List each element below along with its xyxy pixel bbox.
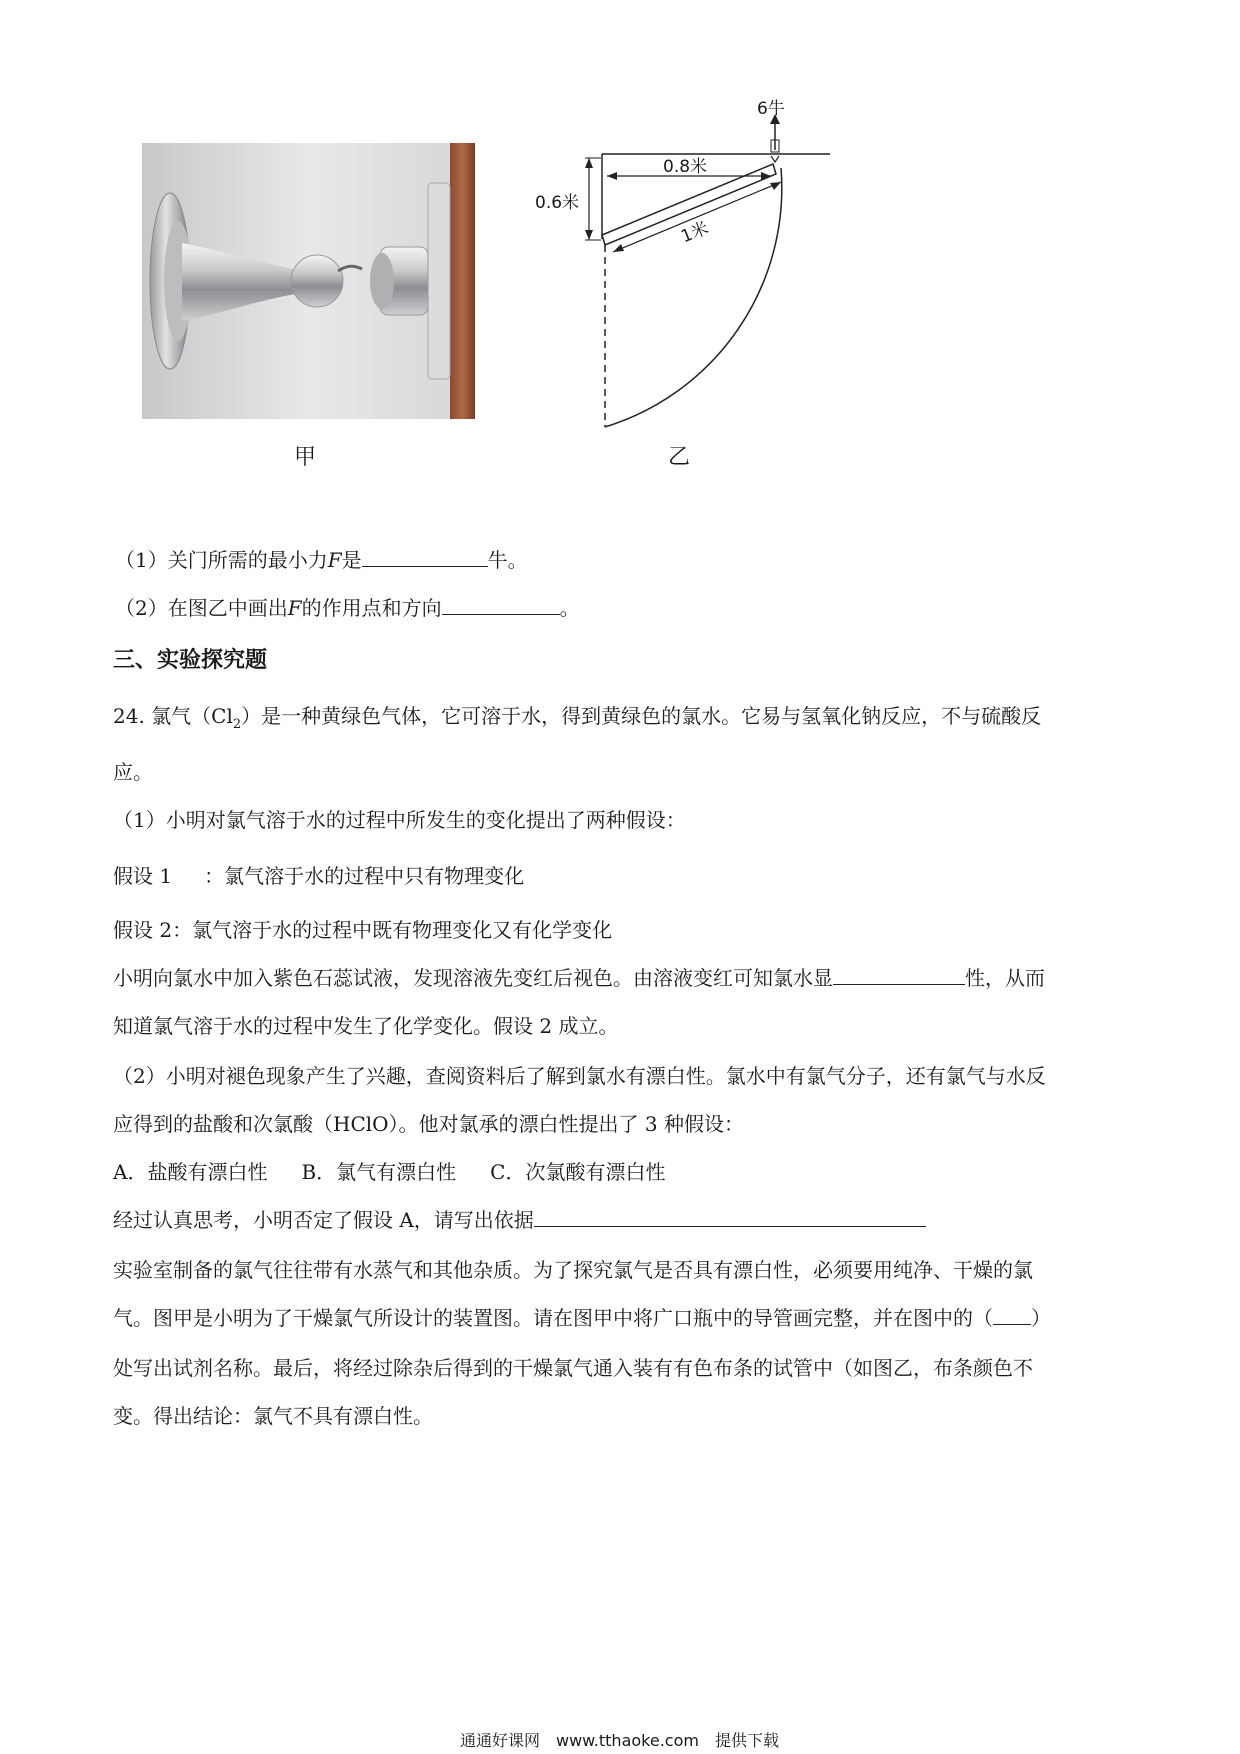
q23-part1-unit: 牛。 — [487, 548, 528, 572]
q24-intro-b: ）是一种黄绿色气体，它可溶于水，得到黄绿色的氯水。它易与氢氧化钠反应，不与硫酸反 — [241, 704, 1042, 728]
q23-part2-text: （2）在图乙中画出 — [115, 596, 288, 620]
option-b: B．氯气有漂白性 — [301, 1160, 457, 1184]
q24-intro — [113, 702, 1041, 739]
q24-hyp2: 假设 2：氯气溶于水的过程中既有物理变化又有化学变化 — [113, 918, 613, 942]
length-label: 1米 — [678, 218, 712, 248]
q23-part1 — [115, 546, 528, 574]
q24-p1: （1）小明对氯气溶于水的过程中所发生的变化提出了两种假设： — [113, 808, 686, 832]
width-label: 0.8米 — [663, 157, 708, 177]
q23-part2-end: 。 — [559, 596, 580, 620]
q24-intro-cont: 应。 — [113, 760, 153, 784]
q24-p3-c: ）。他对氯承的漂白性提出了 3 种假设： — [388, 1112, 744, 1136]
height-label: 0.6米 — [535, 193, 580, 213]
q23-part2-var: F — [287, 596, 302, 620]
q24-p4 — [113, 1206, 926, 1234]
q24-p3-cont — [113, 1110, 744, 1138]
q24-p5-b — [113, 1304, 1051, 1332]
q24-p5-d: 变。得出结论：氯气不具有漂白性。 — [113, 1404, 433, 1428]
q24-p4-blank[interactable] — [534, 1206, 926, 1227]
q24-p3-b: 应得到的盐酸和次氯酸（ — [113, 1112, 333, 1136]
q24-p5-b-end: ） — [1031, 1306, 1051, 1330]
photo-caption: 甲 — [294, 445, 317, 470]
door-stop-photo-svg — [142, 143, 475, 419]
q24-hyp1-text: ：氯气溶于水的过程中只有物理变化 — [204, 864, 525, 888]
door-stop-photo — [142, 143, 475, 419]
lever-diagram — [535, 99, 835, 444]
q23-part2-text-b: 的作用点和方向 — [301, 596, 442, 620]
force-label: 6牛 — [757, 99, 785, 119]
q24-p2 — [113, 964, 1045, 992]
q24-p5-a: 实验室制备的氯气往往带有水蒸气和其他杂质。为了探究氯气是否具有漂白性，必须要用纯净、干燥的氯 — [113, 1258, 1033, 1282]
section-heading: 三、实验探究题 — [113, 647, 268, 673]
q24-formula-sub: 2 — [232, 717, 242, 732]
q24-p3: （2）小明对褪色现象产生了兴趣，查阅资料后了解到氯水有漂白性。氯水中有氯气分子，还有氯气与水反 — [113, 1064, 1046, 1088]
q24-p5-c: 处写出试剂名称。最后，将经过除杂后得到的干燥氯气通入装有有色布条的试管中（如图乙，布条颜色不 — [113, 1356, 1033, 1380]
q24-p5-paren-blank[interactable] — [993, 1306, 1031, 1325]
q24-formula-main: Cl — [211, 704, 233, 728]
q24-hyp1-label: 假设 1 — [113, 864, 173, 888]
q24-p2-b: 性，从而 — [965, 966, 1045, 990]
q23-part1-text: （1）关门所需的最小力 — [115, 548, 328, 572]
q23-part1-var: F — [327, 548, 342, 572]
diagram-caption: 乙 — [668, 445, 691, 470]
q23-part1-text-b: 是 — [341, 548, 362, 572]
option-a: A．盐酸有漂白性 — [113, 1160, 268, 1184]
q24-p3-formula: HClO — [333, 1112, 389, 1136]
q24-p2-a: 小明向氯水中加入紫色石蕊试液，发现溶液先变红后视色。由溶液变红可知氯水显 — [113, 966, 833, 990]
q24-intro-a: 24. 氯气（ — [113, 704, 212, 728]
q24-p4-text: 经过认真思考，小明否定了假设 A，请写出依据 — [113, 1208, 534, 1232]
option-c: C．次氯酸有漂白性 — [490, 1160, 666, 1184]
q24-formula — [211, 704, 242, 732]
q23-part2 — [115, 594, 580, 622]
q24-hyp1 — [113, 862, 524, 890]
q24-p2-cont: 知道氯气溶于水的过程中发生了化学变化。假设 2 成立。 — [113, 1014, 619, 1038]
q24-options — [113, 1158, 665, 1186]
q24-p5-b-text: 气。图甲是小明为了干燥氯气所设计的装置图。请在图甲中将广口瓶中的导管画完整，并在图中的（ — [113, 1306, 993, 1330]
q23-part2-blank[interactable] — [442, 594, 560, 615]
page-footer: 通通好课网 www.tthaoke.com 提供下载 — [460, 1731, 779, 1750]
q24-p2-blank[interactable] — [833, 964, 965, 985]
q23-part1-blank[interactable] — [362, 546, 488, 567]
